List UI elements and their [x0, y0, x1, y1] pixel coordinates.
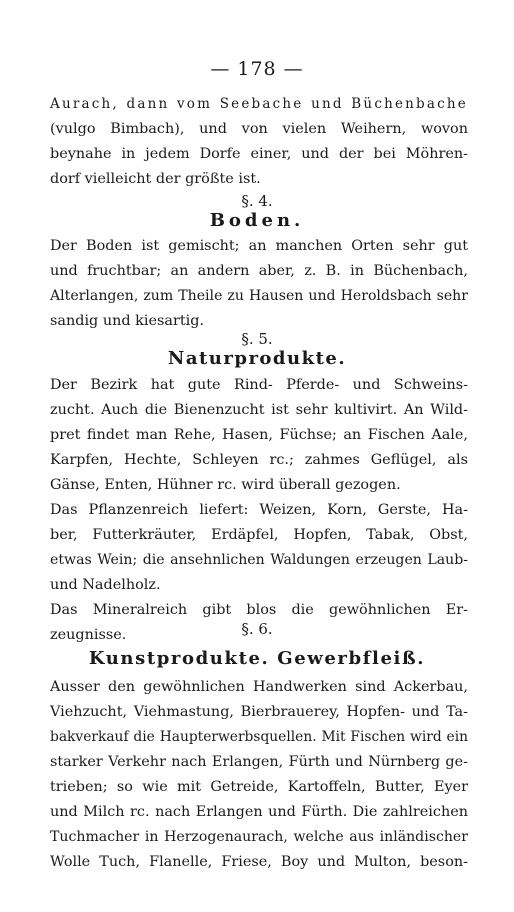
text-line: pret findet man Rehe, Hasen, Füchse; an Fischen Aale, [50, 427, 468, 443]
text-line: starker Verkehr nach Erlangen, Fürth und Nürnberg ge- [50, 754, 468, 770]
text-line: Alterlangen, zum Theile zu Hausen und Heroldsbach sehr [50, 288, 468, 304]
section-5-number: §. 5. [241, 330, 273, 348]
text-line: Karpfen, Hechte, Schleyen rc.; zahmes Geflügel, als [50, 452, 468, 468]
text-line: und fruchtbar; an andern aber, z. B. in Büchenbach, [50, 263, 468, 279]
text-line: Der Boden ist gemischt; an manchen Orten sehr gut [50, 238, 468, 254]
text-line: Ausser den gewöhnlichen Handwerken sind Ackerbau, [50, 679, 468, 695]
text-line: ber, Futterkräuter, Erdäpfel, Hopfen, Tabak, Obst, [50, 527, 468, 543]
text-line: bakverkauf die Haupterwerbsquellen. Mit Fischen wird ein [50, 729, 468, 745]
text-line: (vulgo Bimbach), und von vielen Weihern, wovon [50, 121, 468, 137]
section-5-title: Naturprodukte. [167, 348, 347, 369]
text-line: Der Bezirk hat gute Rind- Pferde- und Schweins- [50, 377, 468, 393]
text-line: trieben; so wie mit Getreide, Kartoffeln, Butter, Eyer [50, 779, 468, 795]
text-line: und Milch rc. nach Erlangen und Fürth. Die zahlreichen [50, 804, 468, 820]
text-line: etwas Wein; die ansehnlichen Waldungen erzeugen Laub- [50, 552, 468, 568]
section-4-title: Boden. [209, 210, 305, 231]
text-line: sandig und kiesartig. [50, 313, 205, 329]
text-line: Aurach, dann vom Seebache und Büchenbache [50, 96, 468, 112]
section-6-title: Kunstprodukte. Gewerbfleiß. [88, 648, 426, 669]
text-line: und Nadelholz. [50, 577, 161, 593]
page-number-header: — 178 — [210, 58, 304, 80]
text-line: zucht. Auch die Bienenzucht ist sehr kultivirt. An Wild- [50, 402, 468, 418]
text-line: zeugnisse. [50, 627, 127, 643]
section-4-number: §. 4. [241, 192, 273, 210]
text-line: dorf vielleicht der größte ist. [50, 171, 261, 187]
text-line: Wolle Tuch, Flanelle, Friese, Boy und Multon, beson- [50, 854, 468, 870]
text-line: Gänse, Enten, Hühner rc. wird überall gezogen. [50, 477, 401, 493]
text-line: Das Mineralreich gibt blos die gewöhnlichen Er- [50, 602, 468, 618]
text-line: Das Pflanzenreich liefert: Weizen, Korn, Gerste, Ha- [50, 502, 468, 518]
text-line: beynahe in jedem Dorfe einer, und der bei Möhren- [50, 146, 468, 162]
text-line: Tuchmacher in Herzogenaurach, welche aus inländischer [50, 829, 468, 845]
section-6-number: §. 6. [241, 620, 273, 638]
text-line: Viehzucht, Viehmastung, Bierbrauerey, Hopfen- und Ta- [50, 704, 468, 720]
